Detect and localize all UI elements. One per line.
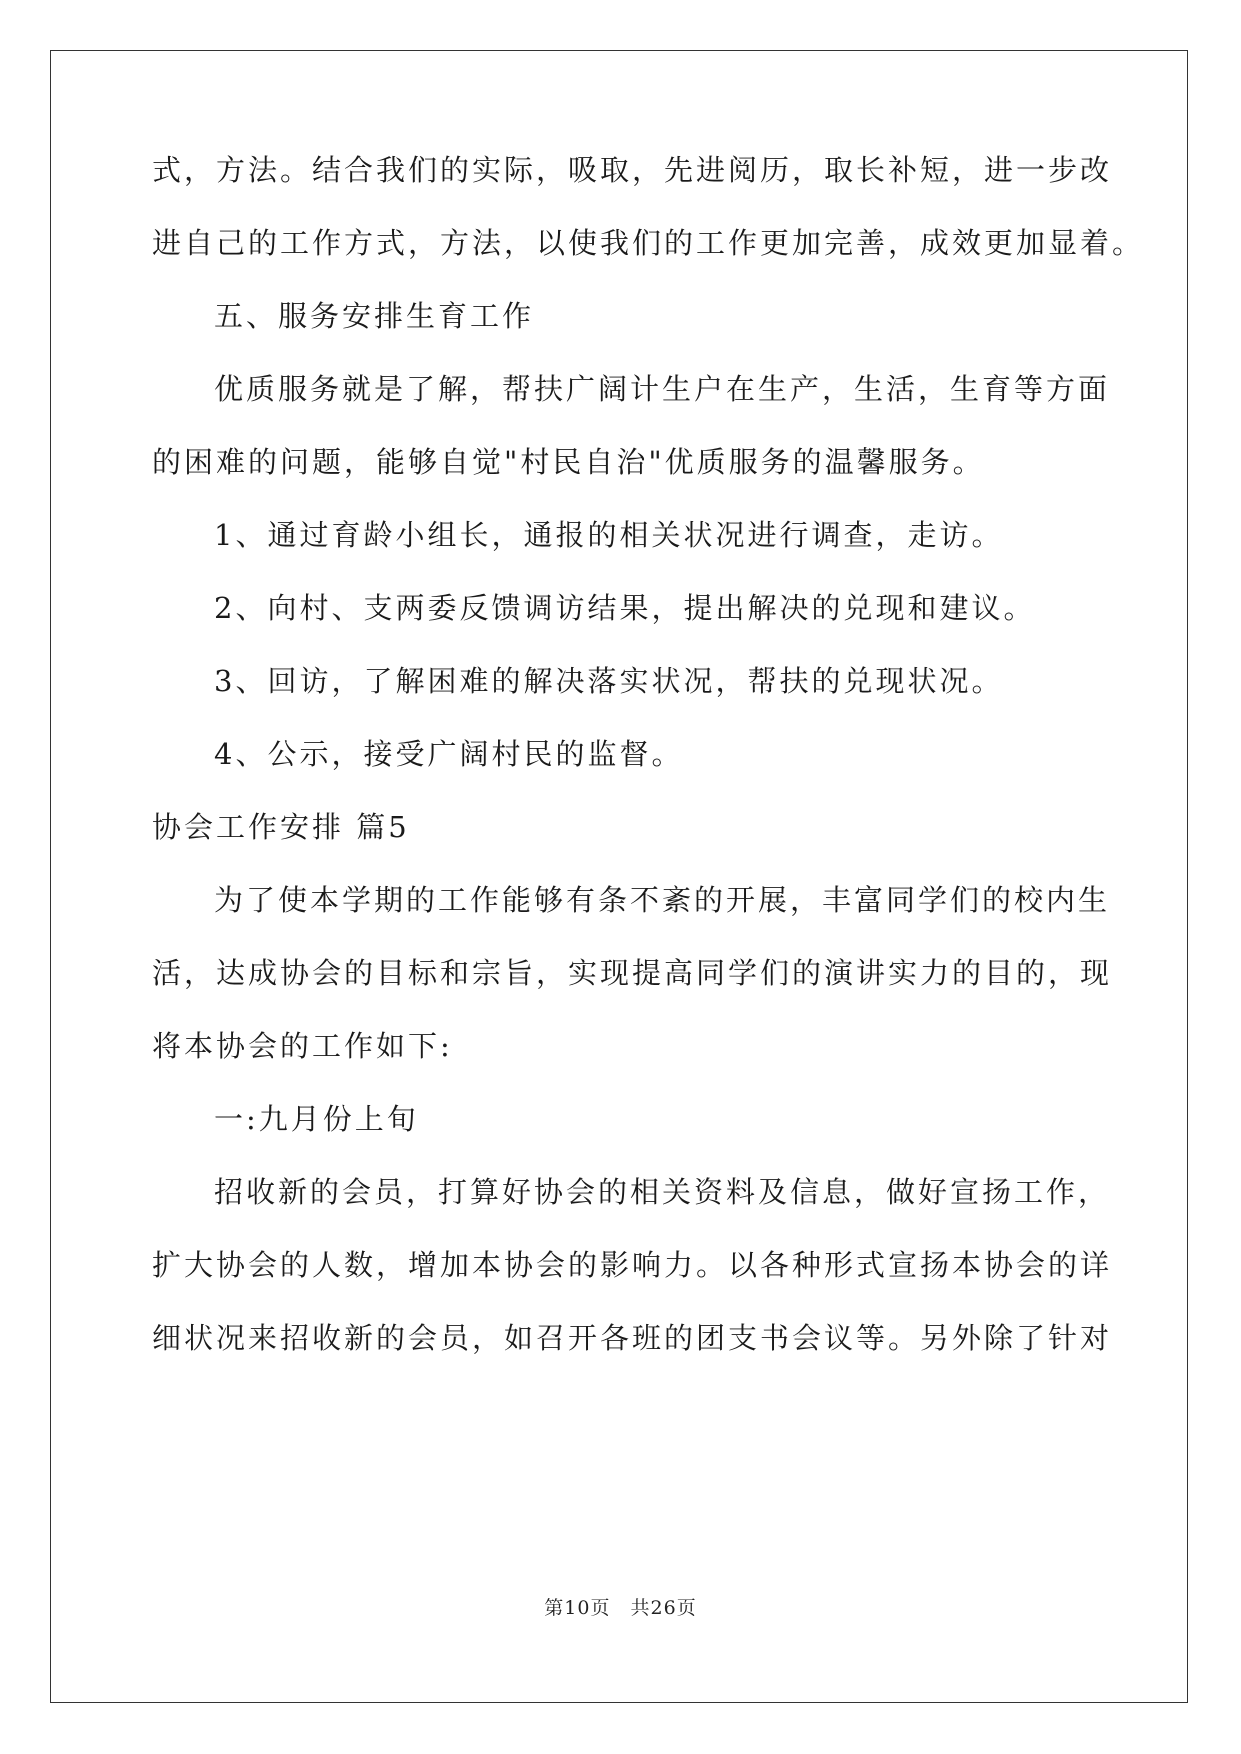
text-line: 活，达成协会的目标和宗旨，实现提高同学们的演讲实力的目的，现 (152, 956, 1113, 990)
text-line: 优质服务就是了解，帮扶广阔计生户在生产，生活，生育等方面 (214, 372, 1111, 406)
total-page-number: 26 (650, 1597, 677, 1619)
list-item: 1、通过育龄小组长，通报的相关状况进行调查，走访。 (214, 518, 1004, 552)
footer-middle: 页 共 (590, 1597, 651, 1619)
current-page-number: 10 (564, 1597, 591, 1619)
list-item: 2、向村、支两委反馈调访结果，提出解决的兑现和建议。 (214, 591, 1036, 625)
page-number-footer (0, 1596, 1241, 1620)
section-heading: 五、服务安排生育工作 (214, 299, 535, 333)
text-line: 将本协会的工作如下: (152, 1029, 453, 1063)
list-item: 3、回访，了解困难的解决落实状况，帮扶的兑现状况。 (214, 664, 1004, 698)
text-line: 的困难的问题，能够自觉"村民自治"优质服务的温馨服务。 (152, 445, 985, 479)
text-line: 式，方法。结合我们的实际，吸取，先进阅历，取长补短，进一步改 (152, 153, 1113, 187)
list-item: 4、公示，接受广阔村民的监督。 (214, 737, 684, 771)
footer-prefix: 第 (544, 1597, 565, 1619)
section-heading: 一:九月份上旬 (214, 1102, 419, 1136)
article-title: 协会工作安排 篇5 (152, 810, 410, 844)
text-line: 进自己的工作方式，方法，以使我们的工作更加完善，成效更加显着。 (152, 226, 1145, 260)
text-line: 细状况来招收新的会员，如召开各班的团支书会议等。另外除了针对 (152, 1321, 1113, 1355)
footer-suffix: 页 (676, 1597, 697, 1619)
text-line: 扩大协会的人数，增加本协会的影响力。以各种形式宣扬本协会的详 (152, 1248, 1113, 1282)
text-line: 招收新的会员，打算好协会的相关资料及信息，做好宣扬工作， (214, 1175, 1111, 1209)
text-line: 为了使本学期的工作能够有条不紊的开展，丰富同学们的校内生 (214, 883, 1111, 917)
